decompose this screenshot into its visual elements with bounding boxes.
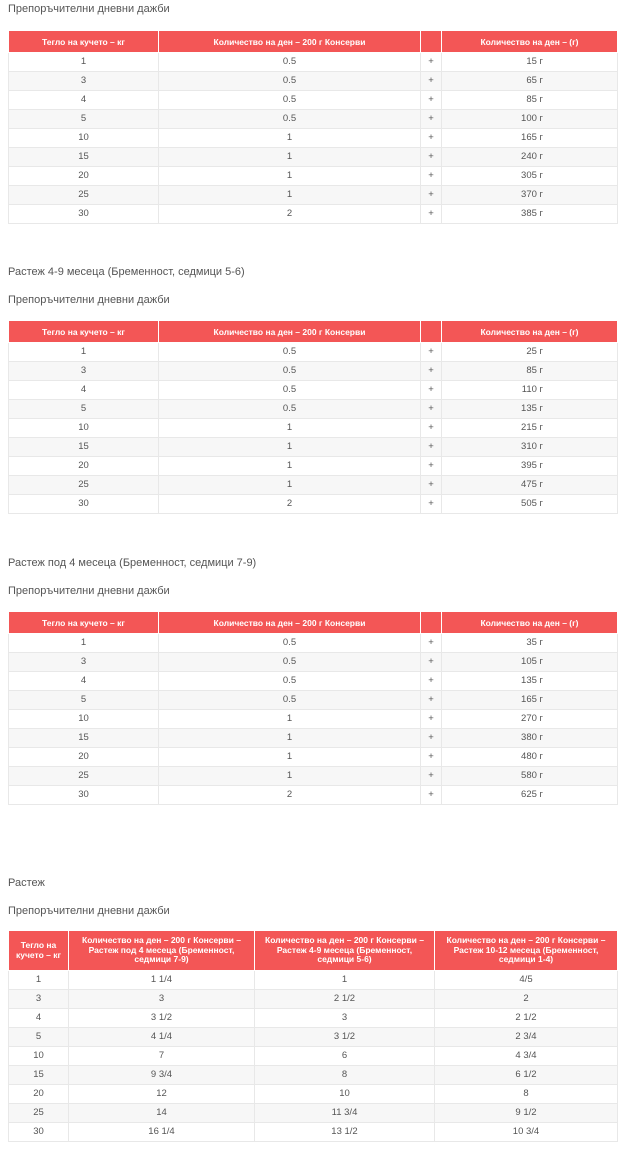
cell-grams-per-day: 380 г — [442, 729, 618, 748]
cell-growth-4-9-months: 3 — [255, 1009, 435, 1028]
table-row — [9, 1123, 618, 1142]
table-row — [9, 457, 618, 476]
cell-cans-per-day: 1 — [159, 167, 421, 186]
cell-growth-10-12-months: 4 3/4 — [435, 1047, 618, 1066]
cell-growth-10-12-months: 8 — [435, 1085, 618, 1104]
cell-dog-weight: 10 — [9, 419, 159, 438]
table-row — [9, 672, 618, 691]
cell-growth-4-9-months: 3 1/2 — [255, 1028, 435, 1047]
cell-growth-10-12-months: 4/5 — [435, 971, 618, 990]
header-growth-4-9-months: Количество на ден – 200 г Консерви – Растеж 4-9 месеца (Бременност, седмици 5-6) — [255, 931, 435, 971]
table-row — [9, 53, 618, 72]
cell-dog-weight: 10 — [9, 1047, 69, 1066]
table-row — [9, 990, 618, 1009]
cell-cans-per-day: 0.5 — [159, 110, 421, 129]
cell-cans-per-day: 0.5 — [159, 91, 421, 110]
cell-grams-per-day: 580 г — [442, 767, 618, 786]
cell-growth-4-9-months: 6 — [255, 1047, 435, 1066]
table-row — [9, 362, 618, 381]
cell-dog-weight: 25 — [9, 1104, 69, 1123]
cell-cans-per-day: 2 — [159, 495, 421, 514]
table-row — [9, 167, 618, 186]
cell-plus: + — [421, 457, 442, 476]
cell-cans-per-day: 1 — [159, 457, 421, 476]
cell-growth-under-4-months: 16 1/4 — [69, 1123, 255, 1142]
table-row — [9, 148, 618, 167]
cell-growth-10-12-months: 2 — [435, 990, 618, 1009]
table-row — [9, 495, 618, 514]
cell-growth-under-4-months: 4 1/4 — [69, 1028, 255, 1047]
cell-growth-under-4-months: 9 3/4 — [69, 1066, 255, 1085]
cell-growth-under-4-months: 3 1/2 — [69, 1009, 255, 1028]
cell-plus: + — [421, 91, 442, 110]
cell-plus: + — [421, 72, 442, 91]
cell-cans-per-day: 1 — [159, 476, 421, 495]
cell-grams-per-day: 240 г — [442, 148, 618, 167]
cell-plus: + — [421, 634, 442, 653]
cell-dog-weight: 1 — [9, 634, 159, 653]
cell-plus: + — [421, 129, 442, 148]
cell-plus: + — [421, 729, 442, 748]
header-grams-per-day: Количество на ден – (г) — [442, 31, 618, 53]
table-row — [9, 971, 618, 990]
cell-cans-per-day: 1 — [159, 129, 421, 148]
cell-cans-per-day: 1 — [159, 419, 421, 438]
cell-dog-weight: 1 — [9, 343, 159, 362]
table-row — [9, 205, 618, 224]
table-row — [9, 129, 618, 148]
cell-cans-per-day: 0.5 — [159, 72, 421, 91]
cell-cans-per-day: 1 — [159, 767, 421, 786]
table-row — [9, 634, 618, 653]
cell-dog-weight: 5 — [9, 400, 159, 419]
header-plus-col — [421, 612, 442, 634]
cell-dog-weight: 10 — [9, 129, 159, 148]
header-grams-per-day: Количество на ден – (г) — [442, 612, 618, 634]
table-row — [9, 343, 618, 362]
cell-dog-weight: 20 — [9, 1085, 69, 1104]
cell-dog-weight: 20 — [9, 167, 159, 186]
table-row — [9, 438, 618, 457]
cell-growth-under-4-months: 12 — [69, 1085, 255, 1104]
cell-growth-10-12-months: 10 3/4 — [435, 1123, 618, 1142]
cell-dog-weight: 3 — [9, 362, 159, 381]
cell-plus: + — [421, 205, 442, 224]
cell-dog-weight: 20 — [9, 457, 159, 476]
header-grams-per-day: Количество на ден – (г) — [442, 321, 618, 343]
cell-dog-weight: 4 — [9, 381, 159, 400]
table-row — [9, 419, 618, 438]
cell-grams-per-day: 85 г — [442, 91, 618, 110]
header-cans-per-day: Количество на ден – 200 г Консерви — [159, 321, 421, 343]
cell-dog-weight: 30 — [9, 786, 159, 805]
table-row — [9, 1009, 618, 1028]
cell-growth-10-12-months: 2 3/4 — [435, 1028, 618, 1047]
cell-plus: + — [421, 148, 442, 167]
cell-grams-per-day: 270 г — [442, 710, 618, 729]
table-row — [9, 186, 618, 205]
cell-growth-4-9-months: 11 3/4 — [255, 1104, 435, 1123]
section-4-subheading: Препоръчителни дневни дажби — [8, 905, 170, 917]
cell-cans-per-day: 0.5 — [159, 400, 421, 419]
cell-growth-under-4-months: 1 1/4 — [69, 971, 255, 990]
table-row — [9, 72, 618, 91]
cell-dog-weight: 3 — [9, 72, 159, 91]
section-2-subheading: Препоръчителни дневни дажби — [8, 294, 170, 306]
table-row — [9, 476, 618, 495]
section-3-subheading: Препоръчителни дневни дажби — [8, 585, 170, 597]
header-growth-under-4-months: Количество на ден – 200 г Консерви – Растеж под 4 месеца (Бременност, седмици 7-9) — [69, 931, 255, 971]
cell-cans-per-day: 0.5 — [159, 691, 421, 710]
cell-growth-10-12-months: 9 1/2 — [435, 1104, 618, 1123]
cell-dog-weight: 20 — [9, 748, 159, 767]
section-1-subheading: Препоръчителни дневни дажби — [8, 3, 170, 15]
cell-grams-per-day: 625 г — [442, 786, 618, 805]
cell-cans-per-day: 1 — [159, 148, 421, 167]
cell-grams-per-day: 215 г — [442, 419, 618, 438]
cell-cans-per-day: 2 — [159, 786, 421, 805]
cell-plus: + — [421, 438, 442, 457]
cell-grams-per-day: 15 г — [442, 53, 618, 72]
cell-cans-per-day: 0.5 — [159, 634, 421, 653]
table-row — [9, 381, 618, 400]
cell-grams-per-day: 135 г — [442, 400, 618, 419]
table-row — [9, 1066, 618, 1085]
cell-cans-per-day: 1 — [159, 186, 421, 205]
header-plus-col — [421, 31, 442, 53]
header-cans-per-day: Количество на ден – 200 г Консерви — [159, 31, 421, 53]
cell-growth-10-12-months: 6 1/2 — [435, 1066, 618, 1085]
cell-plus: + — [421, 653, 442, 672]
feeding-table-1 — [8, 30, 618, 224]
cell-plus: + — [421, 186, 442, 205]
cell-dog-weight: 1 — [9, 53, 159, 72]
cell-plus: + — [421, 672, 442, 691]
cell-grams-per-day: 65 г — [442, 72, 618, 91]
section-4-heading: Растеж — [8, 877, 45, 889]
table-row — [9, 91, 618, 110]
header-cans-per-day: Количество на ден – 200 г Консерви — [159, 612, 421, 634]
cell-dog-weight: 4 — [9, 1009, 69, 1028]
cell-dog-weight: 10 — [9, 710, 159, 729]
table-row — [9, 786, 618, 805]
cell-grams-per-day: 310 г — [442, 438, 618, 457]
cell-grams-per-day: 35 г — [442, 634, 618, 653]
cell-dog-weight: 15 — [9, 1066, 69, 1085]
cell-cans-per-day: 1 — [159, 729, 421, 748]
header-growth-10-12-months: Количество на ден – 200 г Консерви – Растеж 10-12 месеца (Бременност, седмици 1-4) — [435, 931, 618, 971]
cell-cans-per-day: 1 — [159, 748, 421, 767]
feeding-table-4 — [8, 930, 618, 1142]
cell-grams-per-day: 480 г — [442, 748, 618, 767]
cell-plus: + — [421, 748, 442, 767]
cell-dog-weight: 5 — [9, 110, 159, 129]
table-row — [9, 1047, 618, 1066]
cell-plus: + — [421, 767, 442, 786]
cell-cans-per-day: 0.5 — [159, 362, 421, 381]
cell-cans-per-day: 0.5 — [159, 653, 421, 672]
section-2-heading: Растеж 4-9 месеца (Бременност, седмици 5-6) — [8, 266, 245, 278]
cell-dog-weight: 5 — [9, 1028, 69, 1047]
cell-grams-per-day: 505 г — [442, 495, 618, 514]
header-plus-col — [421, 321, 442, 343]
table-row — [9, 767, 618, 786]
cell-grams-per-day: 25 г — [442, 343, 618, 362]
table-row — [9, 1028, 618, 1047]
cell-cans-per-day: 1 — [159, 438, 421, 457]
cell-growth-4-9-months: 1 — [255, 971, 435, 990]
cell-dog-weight: 15 — [9, 148, 159, 167]
cell-cans-per-day: 0.5 — [159, 381, 421, 400]
cell-grams-per-day: 475 г — [442, 476, 618, 495]
cell-plus: + — [421, 381, 442, 400]
table-row — [9, 691, 618, 710]
cell-dog-weight: 5 — [9, 691, 159, 710]
table-row — [9, 1085, 618, 1104]
cell-plus: + — [421, 710, 442, 729]
cell-plus: + — [421, 786, 442, 805]
cell-growth-4-9-months: 8 — [255, 1066, 435, 1085]
cell-grams-per-day: 110 г — [442, 381, 618, 400]
feeding-table-2 — [8, 320, 618, 514]
cell-growth-under-4-months: 14 — [69, 1104, 255, 1123]
cell-dog-weight: 1 — [9, 971, 69, 990]
cell-dog-weight: 30 — [9, 495, 159, 514]
table-row — [9, 748, 618, 767]
cell-plus: + — [421, 400, 442, 419]
header-dog-weight: Тегло на кучето – кг — [9, 31, 159, 53]
cell-dog-weight: 25 — [9, 476, 159, 495]
cell-dog-weight: 25 — [9, 186, 159, 205]
cell-grams-per-day: 370 г — [442, 186, 618, 205]
cell-plus: + — [421, 167, 442, 186]
cell-grams-per-day: 105 г — [442, 653, 618, 672]
table-row — [9, 710, 618, 729]
cell-grams-per-day: 165 г — [442, 129, 618, 148]
cell-plus: + — [421, 110, 442, 129]
cell-cans-per-day: 0.5 — [159, 672, 421, 691]
cell-grams-per-day: 165 г — [442, 691, 618, 710]
cell-growth-10-12-months: 2 1/2 — [435, 1009, 618, 1028]
table-row — [9, 729, 618, 748]
cell-growth-under-4-months: 7 — [69, 1047, 255, 1066]
cell-growth-4-9-months: 2 1/2 — [255, 990, 435, 1009]
cell-plus: + — [421, 691, 442, 710]
cell-grams-per-day: 385 г — [442, 205, 618, 224]
cell-cans-per-day: 2 — [159, 205, 421, 224]
cell-grams-per-day: 305 г — [442, 167, 618, 186]
cell-dog-weight: 25 — [9, 767, 159, 786]
cell-plus: + — [421, 362, 442, 381]
cell-grams-per-day: 135 г — [442, 672, 618, 691]
cell-cans-per-day: 0.5 — [159, 53, 421, 72]
cell-plus: + — [421, 53, 442, 72]
feeding-table-3 — [8, 611, 618, 805]
cell-dog-weight: 15 — [9, 729, 159, 748]
table-row — [9, 653, 618, 672]
cell-cans-per-day: 1 — [159, 710, 421, 729]
cell-plus: + — [421, 419, 442, 438]
cell-plus: + — [421, 476, 442, 495]
cell-grams-per-day: 100 г — [442, 110, 618, 129]
cell-dog-weight: 15 — [9, 438, 159, 457]
cell-dog-weight: 4 — [9, 91, 159, 110]
cell-plus: + — [421, 343, 442, 362]
table-row — [9, 110, 618, 129]
cell-dog-weight: 4 — [9, 672, 159, 691]
cell-growth-4-9-months: 13 1/2 — [255, 1123, 435, 1142]
section-3-heading: Растеж под 4 месеца (Бременност, седмици 7-9) — [8, 557, 257, 569]
header-dog-weight: Тегло на кучето – кг — [9, 612, 159, 634]
cell-growth-4-9-months: 10 — [255, 1085, 435, 1104]
header-dog-weight: Тегло на кучето – кг — [9, 931, 69, 971]
table-row — [9, 400, 618, 419]
cell-grams-per-day: 395 г — [442, 457, 618, 476]
table-row — [9, 1104, 618, 1123]
header-dog-weight: Тегло на кучето – кг — [9, 321, 159, 343]
cell-grams-per-day: 85 г — [442, 362, 618, 381]
cell-dog-weight: 30 — [9, 1123, 69, 1142]
cell-dog-weight: 3 — [9, 653, 159, 672]
cell-cans-per-day: 0.5 — [159, 343, 421, 362]
cell-plus: + — [421, 495, 442, 514]
cell-dog-weight: 3 — [9, 990, 69, 1009]
cell-dog-weight: 30 — [9, 205, 159, 224]
cell-growth-under-4-months: 3 — [69, 990, 255, 1009]
